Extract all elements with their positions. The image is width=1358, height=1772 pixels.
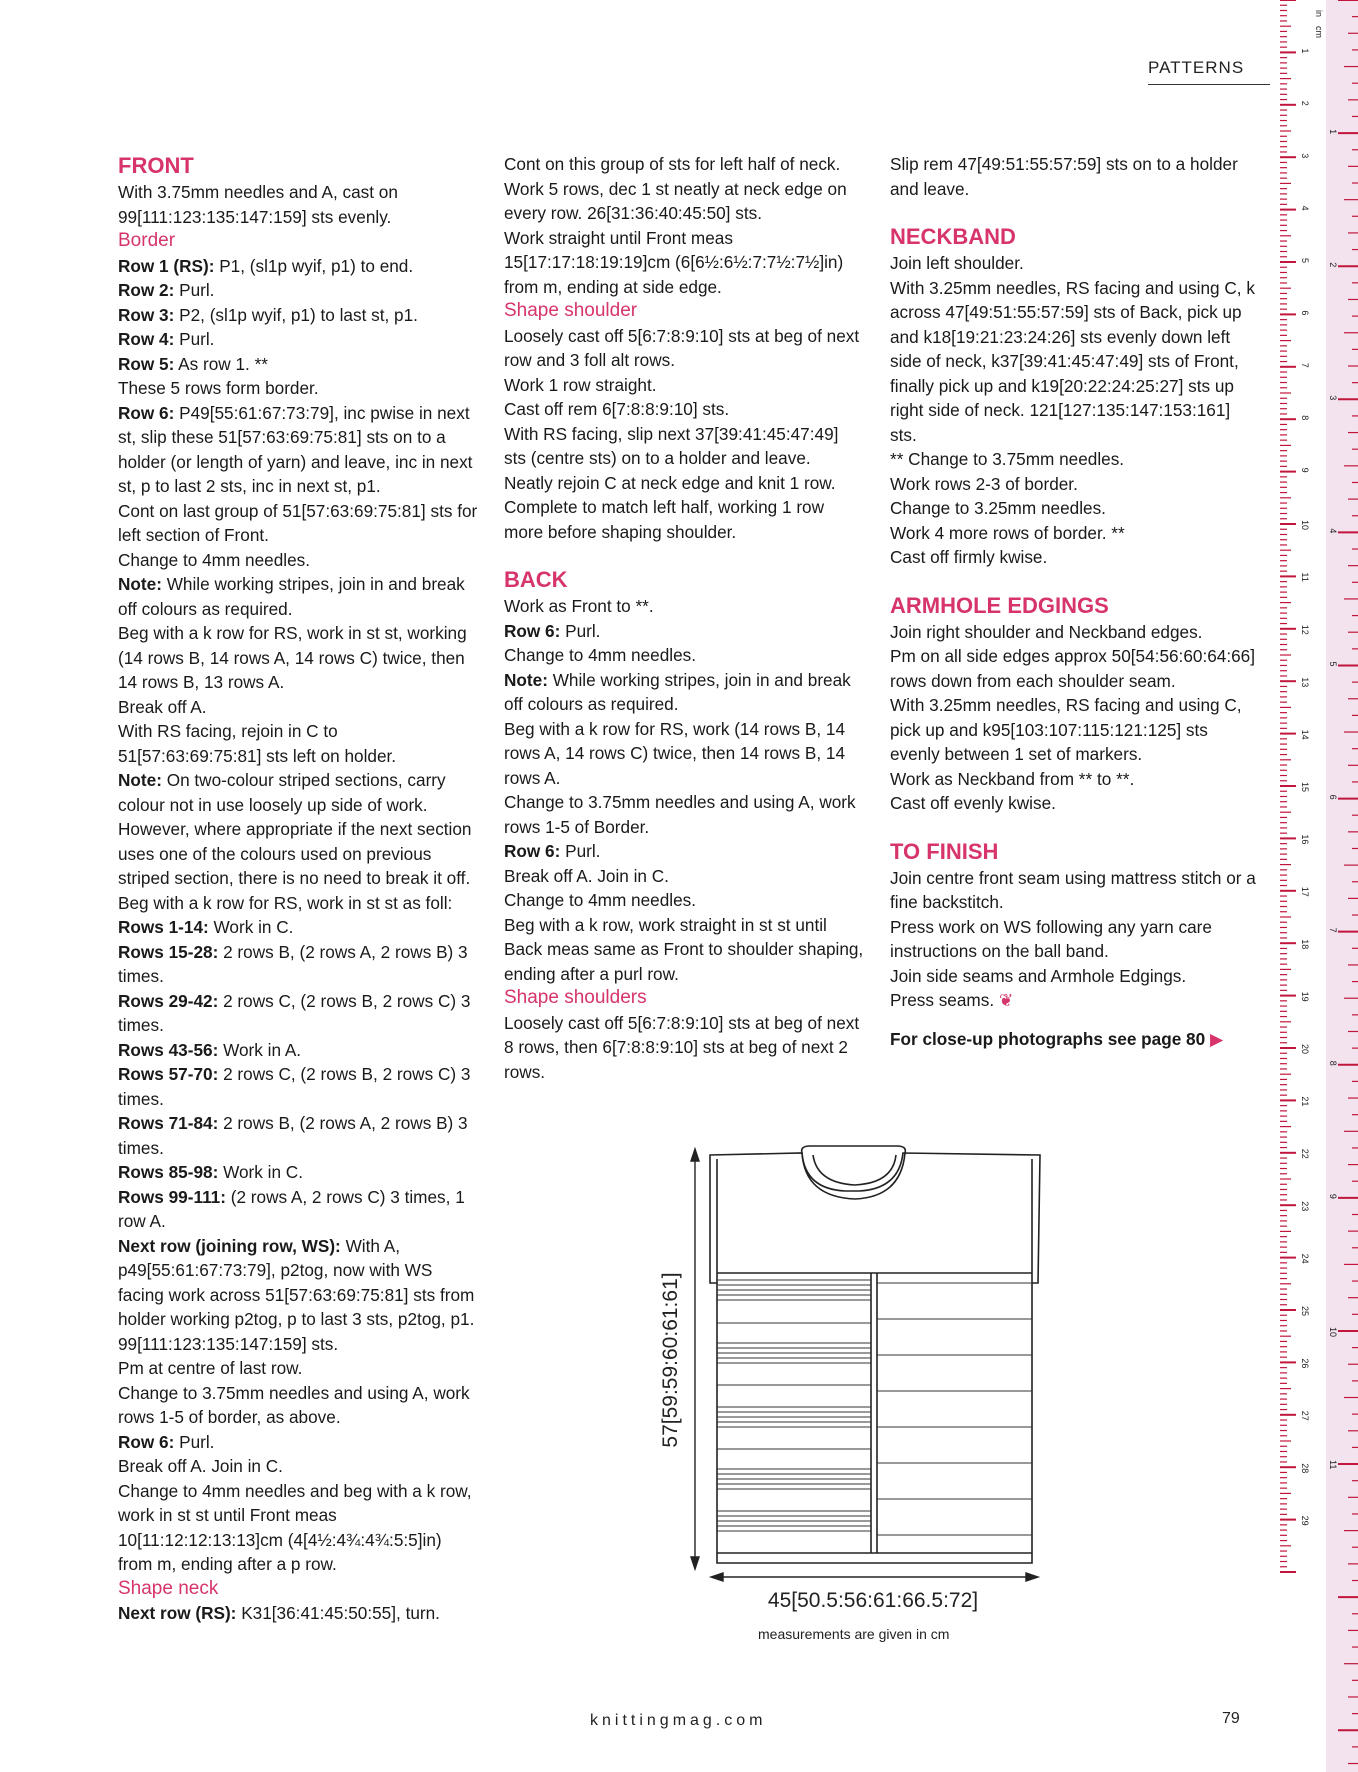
- instruction-line: [118, 719, 478, 768]
- instruction-text: Press work on WS following any yarn care instructions on the ball band.: [890, 916, 1212, 961]
- instruction-line: [118, 254, 478, 279]
- instruction-line: [890, 496, 1260, 521]
- instruction-line: [118, 1479, 478, 1577]
- height-label: 57[59:59:60:61:61]: [659, 1272, 682, 1448]
- instruction-line: [118, 376, 478, 401]
- instruction-text: While working stripes, join in and break off colours as required.: [118, 574, 465, 619]
- instruction-label: Row 6:: [118, 1431, 175, 1452]
- instruction-line: [118, 1430, 478, 1455]
- instruction-line: [118, 768, 478, 891]
- shape-shoulder-subheading: Shape shoulder: [504, 300, 638, 321]
- instruction-text: 2 rows C, (2 rows B, 2 rows C) 3 times.: [118, 1064, 471, 1109]
- instruction-label: Note:: [118, 574, 162, 594]
- instruction-line: [890, 915, 1260, 964]
- instruction-line: [118, 915, 478, 940]
- ruler-inch-label: 3: [1328, 395, 1338, 401]
- instruction-text: Work 4 more rows of border. **: [890, 522, 1125, 543]
- instruction-line: [890, 521, 1260, 546]
- instruction-text: Work in A.: [218, 1039, 302, 1060]
- instruction-text: Join centre front seam using mattress stitch or a fine backstitch.: [890, 867, 1256, 912]
- instruction-line: [504, 717, 864, 791]
- ruler-cm-label: 10: [1300, 520, 1310, 531]
- ruler-cm-label: 11: [1300, 572, 1310, 582]
- finish-heading: TO FINISH: [890, 838, 999, 864]
- instruction-text: Change to 3.75mm needles and using A, work rows 1-5 of border, as above.: [118, 1382, 470, 1427]
- instruction-label: Next row (RS):: [118, 1603, 237, 1623]
- instruction-line: [504, 790, 864, 839]
- instruction-text: As row 1. **: [174, 353, 268, 374]
- instruction-line: [504, 864, 864, 889]
- instruction-line: [504, 643, 864, 668]
- ruler-cm-label: 15: [1300, 782, 1310, 793]
- instruction-line: [504, 226, 864, 300]
- instruction-text: Neatly rejoin C at neck edge and knit 1 row.: [504, 472, 836, 493]
- instruction-line: [504, 913, 864, 987]
- back-heading: BACK: [504, 567, 568, 592]
- shape-shoulders-rows: [504, 1011, 864, 1085]
- ruler-cm-label: 16: [1300, 834, 1310, 845]
- ruler-cm-label: 27: [1300, 1410, 1310, 1421]
- instruction-text: Work in C.: [208, 917, 294, 937]
- close-up-link-text: For close-up photographs see page 80: [890, 1028, 1206, 1049]
- instruction-line: [504, 152, 864, 177]
- ruler-inch-label: 2: [1328, 262, 1338, 268]
- end-leaf-icon: ❦: [994, 990, 1014, 1010]
- instruction-line: [504, 495, 864, 544]
- ruler-cm-label: 7: [1300, 362, 1310, 368]
- instruction-text: Purl.: [174, 1431, 215, 1452]
- instruction-line: [890, 447, 1260, 472]
- instruction-text: With 3.25mm needles, RS facing and using C, k across 47[49:51:55:57:59] sts of Back, pick up and k18[19:21:23:24:26] sts evenly down left side of neck, k37[39:41:45:47:49] sts of Front, finally pick up and k19[20:22:24:25:27] sts up right side of neck. 121[127:135:147:153:161] sts.: [890, 277, 1255, 445]
- instruction-label: Note:: [504, 669, 548, 690]
- garment-schematic: [655, 1145, 1055, 1615]
- instruction-line: [890, 472, 1260, 497]
- ruler-cm-label: 3: [1300, 153, 1310, 159]
- instruction-label: Row 1 (RS):: [118, 255, 215, 276]
- instruction-label: Rows 43-56:: [118, 1039, 219, 1060]
- instruction-text: Pm on all side edges approx 50[54:56:60:64:66] rows down from each shoulder seam.: [890, 646, 1256, 691]
- ruler-cm-label: 24: [1300, 1253, 1310, 1264]
- instruction-text: Cont on last group of 51[57:63:69:75:81] sts for left section of Front.: [118, 500, 478, 545]
- instruction-text: 2 rows B, (2 rows A, 2 rows B) 3 times.: [118, 941, 468, 986]
- instruction-text: Join right shoulder and Neckband edges.: [890, 621, 1203, 642]
- instruction-text: With RS facing, rejoin in C to 51[57:63:69:75:81] sts left on holder.: [118, 721, 397, 766]
- finish-rows: [890, 866, 1260, 1013]
- footer-website: knittingmag.com: [590, 1712, 767, 1729]
- instruction-line: [118, 891, 478, 916]
- front-rows: [118, 254, 478, 1577]
- instruction-line: [504, 177, 864, 226]
- ruler-cm-label: 29: [1300, 1515, 1310, 1526]
- arrow-right-icon: ▶: [1209, 1028, 1224, 1049]
- neckband-rows: [890, 251, 1260, 570]
- instruction-line: [118, 327, 478, 352]
- instruction-line: [504, 373, 864, 398]
- shape-shoulders-subheading: Shape shoulders: [504, 987, 647, 1008]
- ruler-inch-label: 10: [1328, 1326, 1338, 1337]
- instruction-label: Rows 15-28:: [118, 941, 219, 962]
- instruction-line: [118, 1454, 478, 1479]
- ruler-cm-label: 18: [1300, 939, 1310, 950]
- instruction-text: P2, (sl1p wyif, p1) to last st, p1.: [174, 304, 418, 325]
- instruction-label: Row 6:: [504, 620, 561, 641]
- ruler-cm-label: 26: [1300, 1358, 1310, 1369]
- ruler-inch-label: 7: [1328, 927, 1338, 933]
- instruction-text: Break off A.: [118, 696, 207, 717]
- column-2: [504, 152, 864, 1084]
- instruction-line: [890, 767, 1260, 792]
- instruction-text: Cont on this group of sts for left half of neck.: [504, 154, 841, 174]
- instruction-line: [118, 989, 478, 1038]
- back-rows: [504, 594, 864, 986]
- instruction-line: [504, 324, 864, 373]
- instruction-line: [118, 1062, 478, 1111]
- section-header: PATTERNS: [1148, 58, 1245, 77]
- instruction-label: Rows 85-98:: [118, 1162, 219, 1182]
- ruler-cm-label: 4: [1300, 205, 1310, 211]
- instruction-line: [890, 644, 1260, 693]
- instruction-text: Change to 3.25mm needles.: [890, 498, 1106, 518]
- instruction-label: Row 2:: [118, 280, 175, 300]
- front-heading: FRONT: [118, 153, 194, 178]
- instruction-text: Beg with a k row, work straight in st st until Back meas same as Front to shoulder shaping, ending after a purl row.: [504, 914, 864, 984]
- instruction-line: [118, 303, 478, 328]
- instruction-line: [118, 572, 478, 621]
- instruction-label: Rows 99-111:: [118, 1186, 226, 1207]
- instruction-text: Join side seams and Armhole Edgings.: [890, 965, 1187, 986]
- instruction-text: Purl.: [560, 841, 601, 861]
- ruler-cm-label: 19: [1300, 991, 1310, 1002]
- ruler-cm-label: 28: [1300, 1463, 1310, 1474]
- left-neck-rows: [504, 152, 864, 299]
- instruction-text: Loosely cast off 5[6:7:8:9:10] sts at beg of next 8 rows, then 6[7:8:8:9:10] sts at beg of next 2 rows.: [504, 1012, 860, 1082]
- instruction-line: [118, 1185, 478, 1234]
- instruction-line: [118, 1356, 478, 1381]
- ruler-inch-label: 5: [1328, 661, 1338, 667]
- instruction-line: [118, 1381, 478, 1430]
- instruction-line: [890, 866, 1260, 915]
- ruler-cm-label: 22: [1300, 1148, 1310, 1159]
- instruction-line: [118, 1601, 478, 1626]
- instruction-text: Purl.: [174, 329, 215, 349]
- ruler-cm-label: 2: [1300, 100, 1310, 106]
- shape-shoulder-rows: [504, 324, 864, 545]
- instruction-text: Work 1 row straight.: [504, 374, 657, 395]
- armhole-rows: [890, 620, 1260, 816]
- ruler-cm-label: 20: [1300, 1044, 1310, 1055]
- instruction-text: Work as Front to **.: [504, 596, 654, 616]
- instruction-line: [890, 693, 1260, 767]
- instruction-line: [890, 964, 1260, 989]
- instruction-text: With 3.25mm needles, RS facing and using C, pick up and k95[103:107:115:121:125] sts evenly between 1 set of markers.: [890, 695, 1242, 764]
- instruction-label: Rows 1-14:: [118, 917, 209, 937]
- instruction-line: [890, 791, 1260, 816]
- instruction-text: Change to 4mm needles.: [504, 645, 697, 665]
- instruction-text: Work rows 2-3 of border.: [890, 473, 1078, 494]
- instruction-text: With A, p49[55:61:67:73:79], p2tog, now with WS facing work across 51[57:63:69:75:81] sts from holder working p2tog, p to last 3 sts, p2tog, p1. 99[111:123:135:147:159] sts.: [118, 1235, 475, 1354]
- ruler-inch-label: 4: [1328, 528, 1338, 534]
- instruction-line: [118, 621, 478, 695]
- ruler-cm-label: 25: [1300, 1306, 1310, 1317]
- ruler-cm-label: 1: [1300, 48, 1310, 54]
- instruction-text: Pm at centre of last row.: [118, 1358, 303, 1378]
- ruler-inch-label: 8: [1328, 1060, 1338, 1066]
- instruction-text: Change to 4mm needles and beg with a k row, work in st st until Front meas 10[11:12:12:13:13]cm (4[4½:4¾:4¾:5:5]in) from m, ending after a p row.: [118, 1480, 472, 1574]
- instruction-line: [118, 401, 478, 499]
- instruction-text: Beg with a k row for RS, work in st st, working (14 rows B, 14 rows A, 14 rows C) twice, then 14 rows B, 13 rows A.: [118, 623, 467, 692]
- column-3: [890, 152, 1260, 1051]
- ruler-cm-label: 5: [1300, 258, 1310, 264]
- instruction-line: [118, 1160, 478, 1185]
- front-intro: With 3.75mm needles and A, cast on 99[111:123:135:147:159] sts evenly.: [118, 182, 398, 227]
- instruction-text: Break off A. Join in C.: [504, 865, 669, 886]
- instruction-line: [890, 276, 1260, 448]
- instruction-line: [118, 695, 478, 720]
- instruction-text: On two-colour striped sections, carry colour not in use loosely up side of work. However, where appropriate if the next section uses one of the colours used on previous striped section, there is no need to break it off.: [118, 770, 472, 888]
- instruction-text: Purl.: [560, 620, 601, 641]
- instruction-label: Rows 29-42:: [118, 990, 219, 1011]
- ruler-cm-label: 8: [1300, 415, 1310, 421]
- instruction-line: [118, 940, 478, 989]
- instruction-line: [890, 251, 1260, 276]
- instruction-label: Row 5:: [118, 353, 175, 374]
- instruction-label: Rows 57-70:: [118, 1064, 219, 1084]
- instruction-text: 2 rows B, (2 rows A, 2 rows B) 3 times.: [118, 1113, 468, 1158]
- instruction-label: Note:: [118, 770, 162, 790]
- ruler-strip: [1280, 0, 1358, 1772]
- ruler-inch-label: 6: [1328, 794, 1338, 800]
- ruler-cm-label: 9: [1300, 467, 1310, 473]
- instruction-text: These 5 rows form border.: [118, 378, 319, 398]
- instruction-line: [118, 352, 478, 377]
- ruler-cm-label: 14: [1300, 729, 1310, 740]
- instruction-line: [504, 594, 864, 619]
- instruction-text: Work straight until Front meas 15[17:17:18:19:19]cm (6[6½:6½:7:7½:7½]in) from m, ending at side edge.: [504, 227, 844, 297]
- instruction-line: [890, 620, 1260, 645]
- instruction-line: [118, 1038, 478, 1063]
- instruction-label: Row 4:: [118, 329, 175, 349]
- ruler-cm-label: 23: [1300, 1201, 1310, 1212]
- instruction-text: Purl.: [174, 280, 215, 300]
- instruction-text: Work 5 rows, dec 1 st neatly at neck edge on every row. 26[31:36:40:45:50] sts.: [504, 178, 847, 223]
- close-up-reference[interactable]: [890, 1027, 1260, 1052]
- instruction-line: [118, 548, 478, 573]
- left-stripes: [717, 1280, 871, 1531]
- instruction-text: Loosely cast off 5[6:7:8:9:10] sts at beg of next row and 3 foll alt rows.: [504, 325, 860, 370]
- instruction-text: Cast off rem 6[7:8:8:9:10] sts.: [504, 399, 730, 419]
- instruction-line: [118, 499, 478, 548]
- instruction-text: Beg with a k row for RS, work (14 rows B, 14 rows A, 14 rows C) twice, then 14 rows B, 14 rows A.: [504, 718, 846, 788]
- instruction-text: Cast off evenly kwise.: [890, 793, 1056, 813]
- instruction-text: 2 rows C, (2 rows B, 2 rows C) 3 times.: [118, 990, 471, 1035]
- instruction-text: Press seams.: [890, 990, 995, 1010]
- instruction-line: [890, 152, 1260, 201]
- armhole-heading: ARMHOLE EDGINGS: [890, 592, 1109, 618]
- ruler-cm-label: 12: [1300, 624, 1310, 635]
- instruction-text: While working stripes, join in and break off colours as required.: [504, 669, 851, 714]
- ruler-in-unit: in: [1314, 10, 1324, 18]
- instruction-text: Change to 4mm needles.: [118, 549, 311, 570]
- instruction-text: Cast off firmly kwise.: [890, 547, 1048, 567]
- instruction-line: [504, 839, 864, 864]
- slip-rows: [890, 152, 1260, 201]
- instruction-label: Next row (joining row, WS):: [118, 1235, 341, 1256]
- column-1: [118, 152, 478, 1626]
- instruction-text: Break off A. Join in C.: [118, 1456, 283, 1476]
- instruction-text: ** Change to 3.75mm needles.: [890, 449, 1125, 469]
- instruction-line: [118, 1234, 478, 1357]
- diagram-caption: measurements are given in cm: [758, 1626, 950, 1642]
- ruler-cm-unit: cm: [1314, 26, 1324, 38]
- instruction-line: [504, 668, 864, 717]
- instruction-text: Work as Neckband from ** to **.: [890, 768, 1135, 789]
- instruction-line: [118, 1111, 478, 1160]
- instruction-text: K31[36:41:45:50:55], turn.: [236, 1603, 440, 1623]
- instruction-text: Complete to match left half, working 1 row more before shaping shoulder.: [504, 497, 825, 542]
- shape-neck-subheading: Shape neck: [118, 1577, 219, 1599]
- width-label: 45[50.5:56:61:66.5:72]: [767, 1589, 979, 1612]
- instruction-text: P49[55:61:67:73:79], inc pwise in next st, slip these 51[57:63:69:75:81] sts on to a holder (or length of yarn) and leave, inc in next st, p to last 2 sts, inc in next st, p1.: [118, 402, 473, 496]
- instruction-text: (2 rows A, 2 rows C) 3 times, 1 row A.: [118, 1186, 465, 1231]
- ruler-inch-label: 11: [1328, 1460, 1338, 1470]
- instruction-label: Rows 71-84:: [118, 1113, 219, 1133]
- instruction-text: Slip rem 47[49:51:55:57:59] sts on to a holder and leave.: [890, 154, 1238, 199]
- ruler-cm-label: 21: [1300, 1096, 1310, 1107]
- instruction-text: P1, (sl1p wyif, p1) to end.: [214, 255, 414, 276]
- ruler-cm-label: 17: [1300, 886, 1310, 897]
- border-subheading: Border: [118, 230, 176, 251]
- instruction-text: Work in C.: [218, 1162, 303, 1182]
- right-stripes: [877, 1283, 1032, 1535]
- header-rule: [1148, 84, 1270, 85]
- instruction-label: Row 3:: [118, 304, 175, 325]
- page-number: 79: [1222, 1710, 1240, 1727]
- instruction-line: [504, 471, 864, 496]
- ruler-cm-label: 13: [1300, 677, 1310, 688]
- instruction-text: Beg with a k row for RS, work in st st as foll:: [118, 892, 453, 913]
- instruction-line: [504, 397, 864, 422]
- instruction-text: Change to 3.75mm needles and using A, work rows 1-5 of Border.: [504, 792, 856, 837]
- instruction-line: [118, 278, 478, 303]
- instruction-line: [504, 619, 864, 644]
- instruction-label: Row 6:: [504, 841, 561, 861]
- neckband-heading: NECKBAND: [890, 224, 1016, 249]
- instruction-line: [890, 545, 1260, 570]
- ruler-inch-label: 9: [1328, 1193, 1338, 1199]
- instruction-line: [504, 1011, 864, 1085]
- instruction-text: With RS facing, slip next 37[39:41:45:47:49] sts (centre sts) on to a holder and leave.: [504, 423, 839, 468]
- instruction-text: Change to 4mm needles.: [504, 890, 697, 910]
- instruction-line: [890, 988, 1260, 1013]
- ruler-inch-label: 1: [1328, 129, 1338, 135]
- shape-neck-rows: [118, 1601, 478, 1626]
- ruler-cm-label: 6: [1300, 310, 1310, 316]
- instruction-line: [504, 422, 864, 471]
- instruction-label: Row 6:: [118, 402, 175, 423]
- instruction-line: [504, 888, 864, 913]
- instruction-text: Join left shoulder.: [890, 253, 1024, 273]
